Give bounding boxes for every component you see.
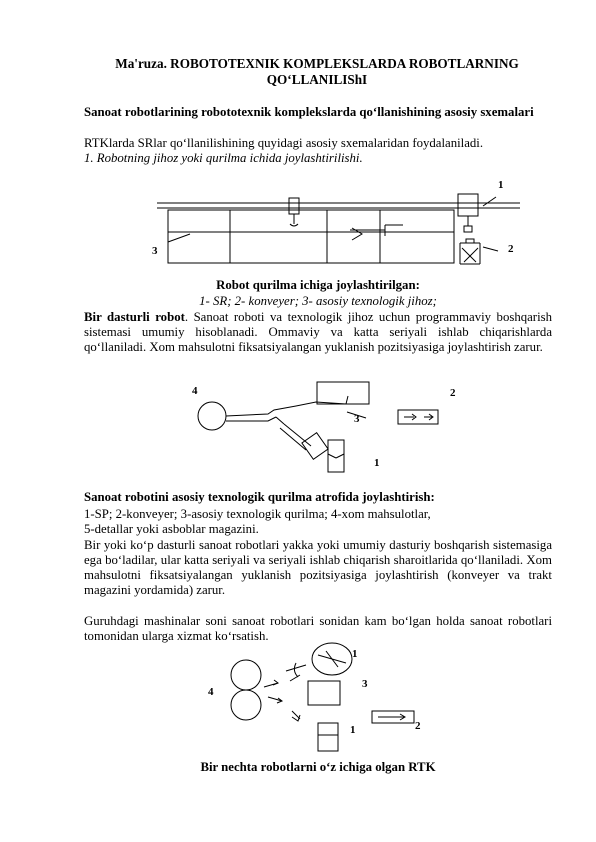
fig2-label-3: 3: [354, 413, 360, 425]
section2-legend-1: 1-SP; 2-konveyer; 3-asosiy texnologik qurilma; 4-xom mahsulotlar,: [84, 507, 431, 521]
fig1-caption: Robot qurilma ichiga joylashtirilgan:: [216, 278, 420, 292]
fig3-label-4: 4: [208, 686, 214, 698]
section1-item1: 1. Robotning jihoz yoki qurilma ichida joylashtirilishi.: [84, 151, 363, 165]
title-line-1: Ma'ruza. ROBOTOTEXNIK KOMPLEKSLARDA ROBOTLARNING: [115, 56, 519, 71]
page-title: [84, 56, 550, 88]
fig1-legend: 1- SR; 2- konveyer; 3- asosiy texnologik jihoz;: [199, 294, 437, 308]
title-line-2: QO‘LLANILIShI: [266, 72, 368, 87]
section2-legend-2: 5-detallar yoki asboblar magazini.: [84, 522, 259, 536]
section2-heading: Sanoat robotini asosiy texnologik qurilma atrofida joylashtirish:: [84, 490, 435, 504]
section1-heading: Sanoat robotlarining robototexnik komplekslarda qo‘llanishining asosiy sxemalari: [84, 105, 534, 119]
para1-lead: Bir dasturli robot: [84, 310, 185, 324]
fig2-label-4: 4: [192, 385, 198, 397]
fig3-caption: Bir nechta robotlarni o‘z ichiga olgan RTK: [200, 760, 436, 774]
para2: Bir yoki ko‘p dasturli sanoat robotlari yakka yoki umumiy dasturiy boshqarish sistemasiga ega bo‘ladilar, ular katta seriyali va seriyali ishlab chiqarish sharoitlarida qo‘llaniladi. Xom mahsulotni fiksatsiyalangan yuklanish pozitsiyasiga joylashtirish (konveyer va trakt magazini yordamida) zarur.: [84, 538, 552, 597]
fig1-label-2: 2: [508, 243, 514, 255]
fig1-label-1: 1: [498, 179, 504, 191]
fig1-label-3: 3: [152, 245, 158, 257]
fig3-label-1-top: 1: [352, 648, 358, 660]
fig3-label-3: 3: [362, 678, 368, 690]
section1-intro: RTKlarda SRlar qo‘llanilishining quyidagi asosiy sxemalaridan foydalaniladi.: [84, 136, 484, 150]
para1-text: . Sanoat roboti va texnologik jihoz uchun programmaviy boshqarish sistemasi umumiy hisoblanadi. Ommaviy va katta seriyali ishlab chiqarishlarda qo‘llaniladi. Xom mahsulotni fiksatsiyalangan yuklanish pozitsiyasiga joylashtirish zarur.: [84, 310, 552, 354]
figure-robot-around-equipment: [186, 376, 476, 481]
para1: [84, 310, 552, 355]
fig3-label-2: 2: [415, 720, 421, 732]
figure-robot-inside-equipment: [140, 176, 530, 268]
para3: Guruhdagi mashinalar soni sanoat robotlari sonidan kam bo‘lgan holda sanoat robotlari tomonidan ularga xizmat ko‘rsatish.: [84, 614, 552, 643]
fig2-label-1: 1: [374, 457, 380, 469]
fig2-label-2: 2: [450, 387, 456, 399]
fig3-label-1-bottom: 1: [350, 724, 356, 736]
figure-multiple-robots-rtk: [200, 641, 440, 753]
